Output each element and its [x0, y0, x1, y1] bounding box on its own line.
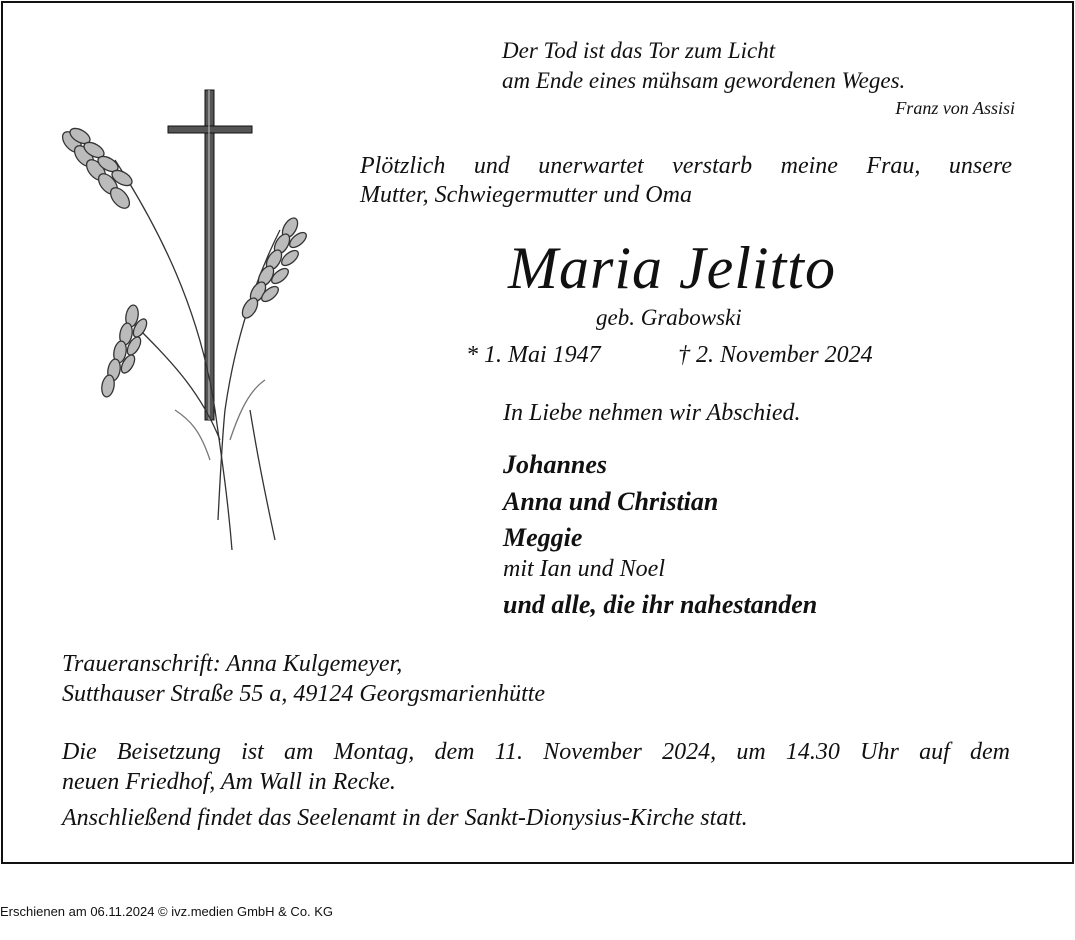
- quote-line-1: Der Tod ist das Tor zum Licht: [502, 38, 776, 63]
- mourner-johannes: Johannes: [503, 450, 608, 479]
- mourner-anna-christian: Anna und Christian: [503, 487, 719, 516]
- publication-footer: Erschienen am 06.11.2024 © ivz.medien GmbH & Co. KG: [0, 904, 334, 919]
- maiden-name: geb. Grabowski: [596, 305, 742, 330]
- wheat-icon: [59, 125, 309, 550]
- intro-text: [360, 152, 1012, 210]
- cross-and-wheat-illustration: [50, 80, 340, 560]
- funeral-line-1: Die Beisetzung ist am Montag, dem 11. November 2024, um 14.30 Uhr auf dem: [62, 739, 1010, 765]
- death-date: † 2. November 2024: [678, 342, 873, 368]
- quote-author: Franz von Assisi: [895, 98, 1015, 118]
- mourner-meggie-sub: mit Ian und Noel: [503, 556, 665, 582]
- quote-line-2: am Ende eines mühsam gewordenen Weges.: [502, 68, 906, 93]
- funeral-info: [62, 737, 1010, 797]
- funeral-line-3: Anschließend findet das Seelenamt in der Sankt-Dionysius-Kirche statt.: [62, 805, 748, 831]
- farewell-text: In Liebe nehmen wir Abschied.: [503, 400, 801, 426]
- mourner-all: und alle, die ihr nahestanden: [503, 590, 818, 619]
- deceased-name: Maria Jelitto: [508, 235, 836, 301]
- intro-line-2: Mutter, Schwiegermutter und Oma: [360, 182, 692, 208]
- address-line-1: Traueranschrift: Anna Kulgemeyer,: [62, 651, 403, 677]
- cross-icon: [168, 90, 252, 420]
- mourner-meggie: Meggie: [503, 523, 583, 552]
- birth-date: * 1. Mai 1947: [466, 342, 601, 368]
- address-line-2: Sutthauser Straße 55 a, 49124 Georgsmarienhütte: [62, 681, 546, 707]
- funeral-line-2: neuen Friedhof, Am Wall in Recke.: [62, 769, 396, 795]
- intro-line-1: Plötzlich und unerwartet verstarb meine Frau, unsere: [360, 153, 1012, 179]
- quote: [502, 36, 905, 96]
